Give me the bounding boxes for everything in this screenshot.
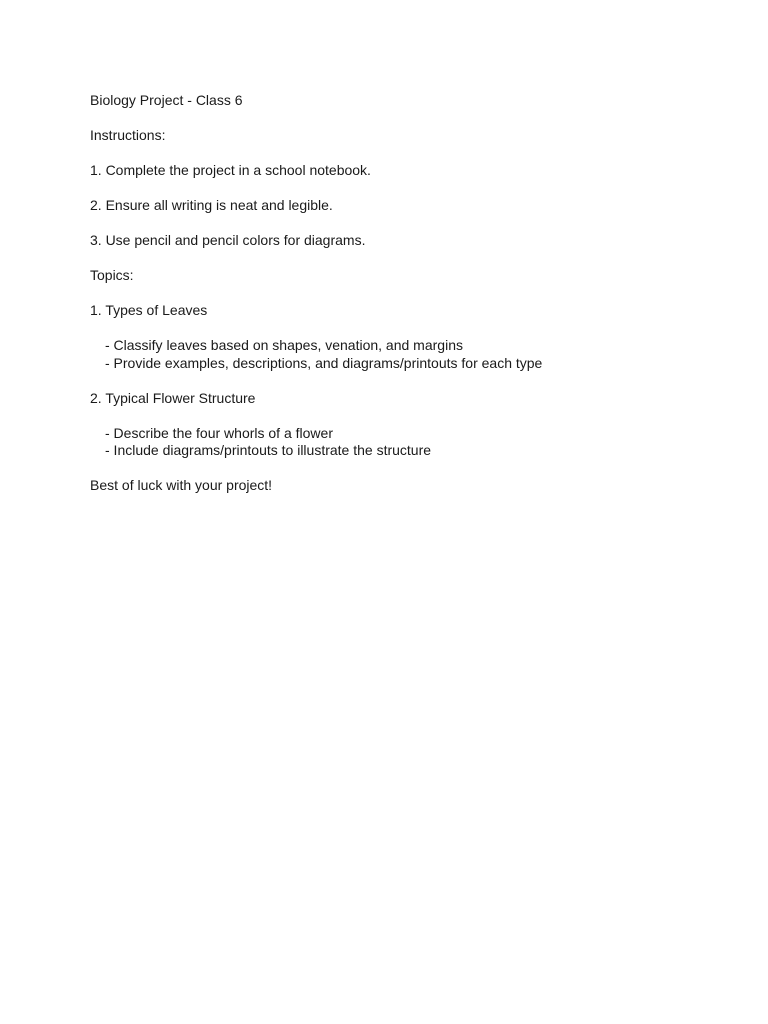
topics-heading: Topics: bbox=[90, 267, 134, 283]
spacer bbox=[90, 407, 690, 425]
instructions-heading: Instructions: bbox=[90, 127, 166, 143]
topic-heading: 2. Typical Flower Structure bbox=[90, 389, 256, 406]
instruction-item: 1. Complete the project in a school notebook. bbox=[90, 162, 371, 178]
spacer bbox=[90, 250, 690, 268]
spacer bbox=[90, 460, 690, 478]
spacer bbox=[90, 285, 690, 303]
spacer bbox=[90, 215, 690, 233]
topic-point: - Include diagrams/printouts to illustrate the structure bbox=[105, 442, 432, 458]
instruction-item: 3. Use pencil and pencil colors for diagrams. bbox=[90, 232, 366, 248]
topic-point: - Classify leaves based on shapes, venation, and margins bbox=[105, 337, 463, 353]
topic-point: - Describe the four whorls of a flower bbox=[105, 424, 333, 441]
spacer bbox=[90, 372, 690, 390]
closing-line: Best of luck with your project! bbox=[90, 477, 273, 493]
topic-point: - Provide examples, descriptions, and diagrams/printouts for each type bbox=[105, 354, 543, 371]
document-title: Biology Project - Class 6 bbox=[90, 92, 243, 108]
document-body bbox=[90, 92, 690, 495]
spacer bbox=[90, 320, 690, 338]
spacer bbox=[90, 110, 690, 128]
topic-heading: 1. Types of Leaves bbox=[90, 302, 208, 318]
spacer bbox=[90, 180, 690, 198]
instruction-item: 2. Ensure all writing is neat and legible. bbox=[90, 197, 333, 213]
spacer bbox=[90, 145, 690, 163]
